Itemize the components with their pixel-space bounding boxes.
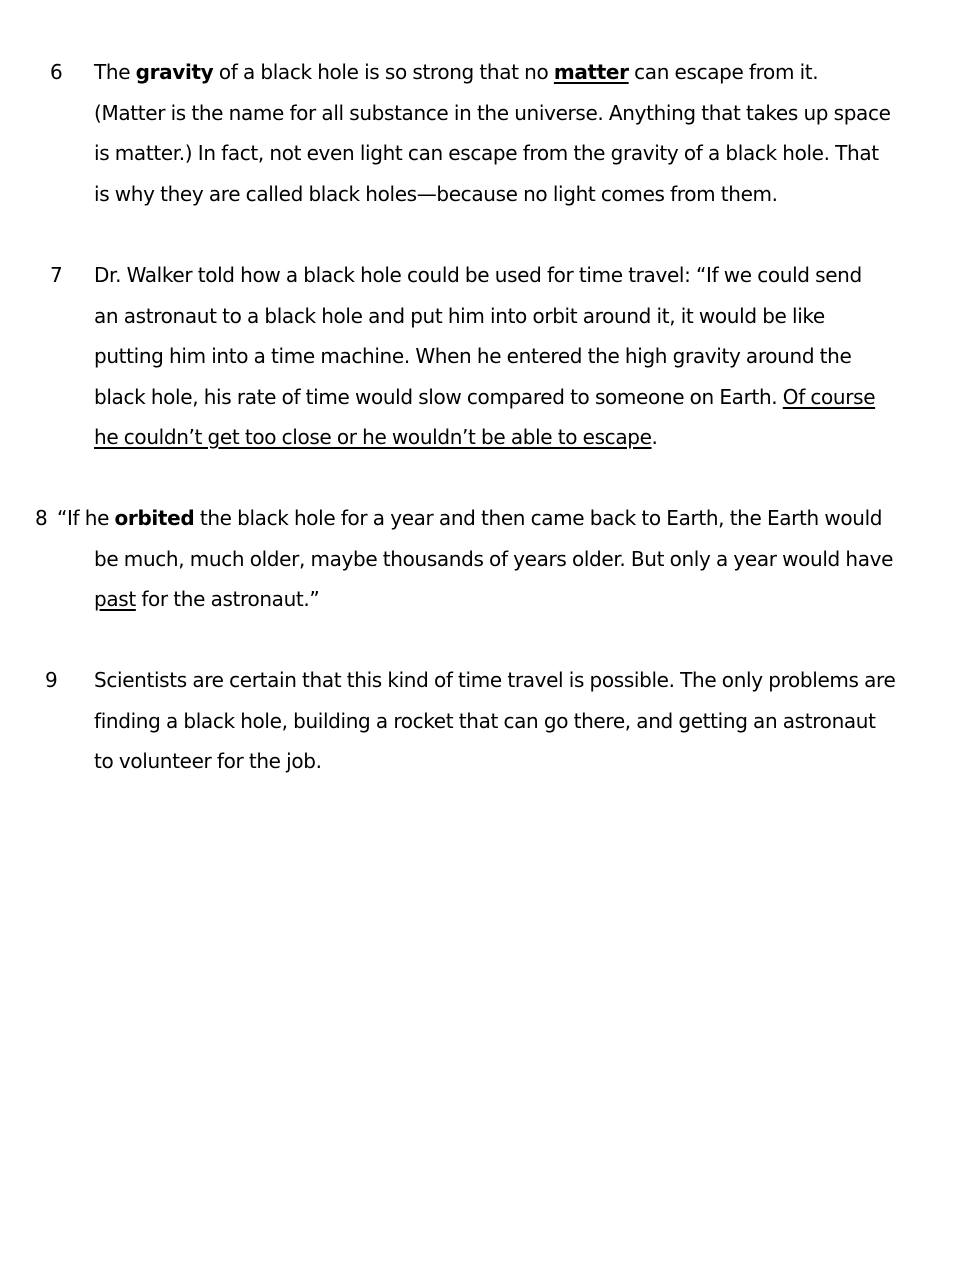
text-line (94, 417, 924, 458)
paragraph-text (94, 539, 924, 620)
text-run: black hole, his rate of time would slow compared to someone on Earth. (94, 384, 783, 409)
text-run: “If he (57, 506, 115, 530)
text-line: (Matter is the name for all substance in the universe. Anything that takes up space (94, 100, 891, 125)
paragraph-text (94, 52, 924, 214)
paragraph-text (94, 255, 924, 458)
text-line: an astronaut to a black hole and put him into orbit around it, it would be like (94, 303, 825, 328)
text-line: to volunteer for the job. (94, 749, 322, 773)
hanging-first-line (57, 498, 882, 539)
text-run: can escape from it. (628, 60, 819, 84)
text-line (94, 579, 924, 620)
paragraph-number: 8 (35, 506, 48, 530)
paragraph-number: 7 (50, 263, 63, 287)
bold-underlined-term-matter: matter (553, 60, 629, 84)
text-run: for the astronaut.” (135, 587, 320, 611)
text-line: be much, much older, maybe thousands of years older. But only a year would have (94, 546, 894, 571)
text-run: of a black hole is so strong that no (213, 60, 554, 84)
paragraph-text (94, 660, 924, 782)
bold-term-gravity: gravity (135, 60, 214, 84)
underlined-sentence: he couldn’t get too close or he wouldn’t be able to escape (94, 425, 652, 449)
text-run: The (94, 60, 136, 84)
paragraph-number: 6 (50, 60, 63, 84)
text-line: is why they are called black holes—because no light comes from them. (94, 181, 778, 206)
text-line (94, 52, 924, 93)
text-run: . (651, 425, 658, 449)
text-line: Scientists are certain that this kind of time travel is possible. The only problems are (94, 668, 896, 692)
bold-term-orbited: orbited (114, 506, 195, 530)
text-line: putting him into a time machine. When he entered the high gravity around the (94, 344, 852, 368)
text-line: is matter.) In fact, not even light can escape from the gravity of a black hole. That (94, 141, 879, 165)
underlined-sentence: Of course (782, 384, 876, 409)
underlined-word-past: past (94, 587, 136, 611)
text-line (94, 377, 924, 418)
text-run: the black hole for a year and then came back to Earth, the Earth would (194, 506, 883, 530)
text-line: Dr. Walker told how a black hole could be used for time travel: “If we could send (94, 263, 862, 287)
paragraph-number: 9 (45, 668, 58, 692)
text-line: finding a black hole, building a rocket that can go there, and getting an astronaut (94, 708, 876, 733)
